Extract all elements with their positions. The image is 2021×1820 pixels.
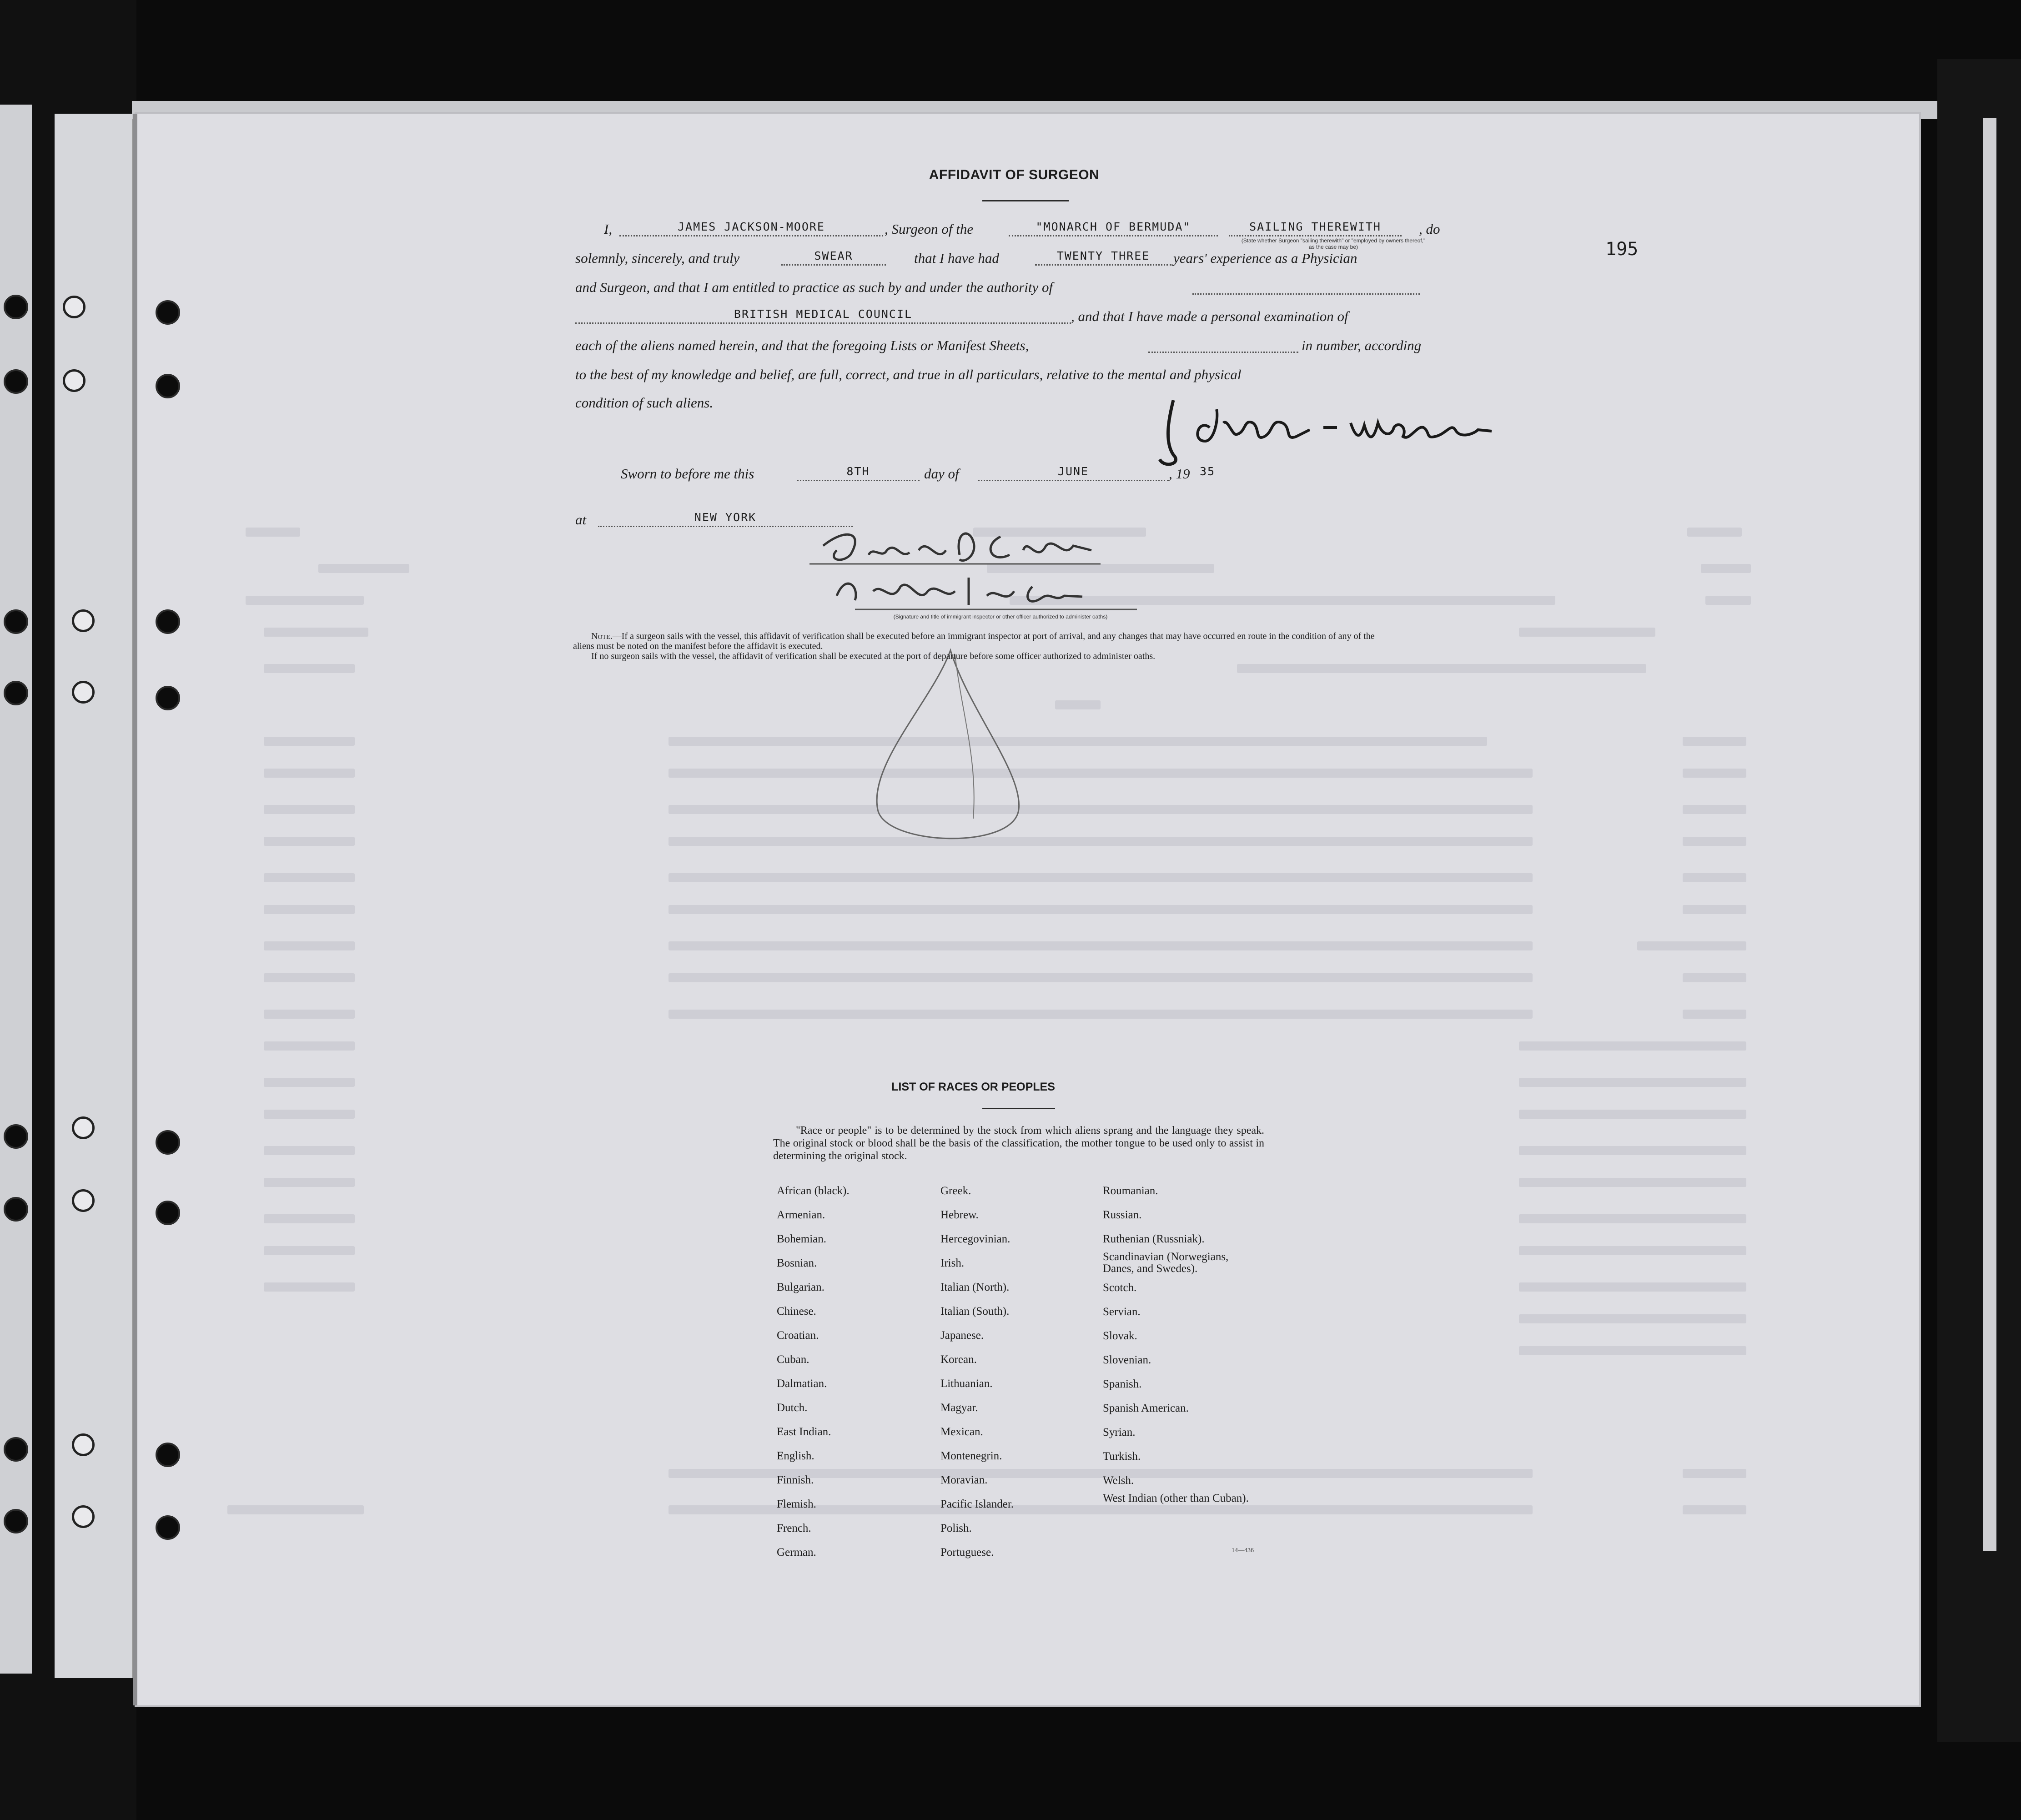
years-experience-field: TWENTY THREE bbox=[1035, 249, 1171, 266]
punch-hole-icon bbox=[63, 296, 85, 318]
oath-type-field: SWEAR bbox=[781, 249, 886, 266]
race-item: Servian. bbox=[1103, 1306, 1141, 1318]
affidavit-line-1a: I, bbox=[604, 221, 613, 237]
punch-hole-icon bbox=[156, 374, 180, 398]
race-item: Mexican. bbox=[940, 1426, 983, 1438]
race-item: French. bbox=[777, 1522, 811, 1534]
affidavit-line-7: condition of such aliens. bbox=[575, 395, 714, 411]
authority-field: BRITISH MEDICAL COUNCIL bbox=[575, 307, 1071, 324]
punch-hole-icon bbox=[4, 1509, 28, 1533]
affidavit-line-6: to the best of my knowledge and belief, are full, correct, and true in all particulars, relative to the mental and physical bbox=[575, 367, 1242, 382]
race-item: Bulgarian. bbox=[777, 1281, 824, 1293]
authority-blank-field bbox=[1192, 278, 1420, 295]
page-number: 195 bbox=[1605, 239, 1639, 260]
race-item: Korean. bbox=[940, 1353, 977, 1366]
race-item: Slovak. bbox=[1103, 1330, 1137, 1342]
punch-hole-icon bbox=[156, 300, 180, 325]
race-item: Slovenian. bbox=[1103, 1354, 1151, 1366]
affidavit-line-2a: solemnly, sincerely, and truly bbox=[575, 250, 740, 266]
race-item: Portuguese. bbox=[940, 1546, 994, 1559]
affidavit-line-4: , and that I have made a personal examination of bbox=[1071, 308, 1348, 324]
race-item: Chinese. bbox=[777, 1305, 816, 1317]
punch-hole-icon bbox=[4, 1197, 28, 1222]
race-item: Japanese. bbox=[940, 1329, 984, 1342]
race-item: Italian (North). bbox=[940, 1281, 1010, 1293]
race-item: Scandinavian (Norwegians, Danes, and Swedes). bbox=[1103, 1251, 1229, 1275]
affidavit-line-1c: , do bbox=[1419, 221, 1440, 237]
sworn-day-of: day of bbox=[924, 466, 959, 482]
race-item: Spanish. bbox=[1103, 1378, 1142, 1390]
scan-background-right bbox=[1937, 59, 2021, 1742]
sailing-status-field: SAILING THEREWITH bbox=[1229, 220, 1402, 236]
race-item: Flemish. bbox=[777, 1498, 816, 1510]
affidavit-line-1b: , Surgeon of the bbox=[885, 221, 974, 237]
race-item: Bosnian. bbox=[777, 1257, 817, 1269]
note-paragraph-2: If no surgeon sails with the vessel, the affidavit of verification shall be executed at the port of departure before some officer authorized to administer oaths. bbox=[591, 651, 1156, 661]
affidavit-title: AFFIDAVIT OF SURGEON bbox=[929, 167, 1100, 182]
race-item: Moravian. bbox=[940, 1474, 988, 1486]
pencil-drop-mark bbox=[864, 646, 1037, 855]
race-item: Irish. bbox=[940, 1257, 965, 1269]
punch-hole-icon bbox=[72, 609, 95, 632]
race-item: Ruthenian (Russniak). bbox=[1103, 1233, 1205, 1245]
race-item: German. bbox=[777, 1546, 816, 1559]
affidavit-line-5b: in number, according bbox=[1302, 337, 1422, 353]
note-label: Note. bbox=[591, 631, 613, 641]
punch-hole-icon bbox=[4, 295, 28, 319]
affidavit-note bbox=[573, 631, 1383, 661]
race-item: African (black). bbox=[777, 1185, 850, 1197]
sworn-year-field: 35 bbox=[1199, 465, 1216, 478]
sworn-month-field: JUNE bbox=[978, 464, 1169, 481]
underlying-sheet-middle bbox=[55, 114, 135, 1678]
sworn-at: at bbox=[575, 512, 587, 528]
surgeon-signature bbox=[1155, 391, 1519, 473]
race-item: Dutch. bbox=[777, 1402, 808, 1414]
punch-hole-icon bbox=[4, 609, 28, 634]
title-rule bbox=[982, 200, 1069, 201]
races-column-1 bbox=[777, 1179, 850, 1564]
race-item: Finnish. bbox=[777, 1474, 814, 1486]
vessel-name-field: "MONARCH OF BERMUDA" bbox=[1009, 220, 1218, 236]
race-item: Roumanian. bbox=[1103, 1185, 1158, 1197]
race-item: Italian (South). bbox=[940, 1305, 1010, 1317]
race-item: Hebrew. bbox=[940, 1209, 979, 1221]
races-column-2 bbox=[940, 1179, 1014, 1564]
race-item: Syrian. bbox=[1103, 1426, 1136, 1438]
form-number: 14—436 bbox=[1232, 1547, 1254, 1554]
race-item: Bohemian. bbox=[777, 1233, 827, 1245]
race-item: Cuban. bbox=[777, 1353, 809, 1366]
races-intro: "Race or people" is to be determined by the stock from which aliens sprang and the language they speak. The original stock or blood shall be the basis of the classification, the mother tongue to be used only to assist in determining the original stock. bbox=[773, 1125, 1264, 1162]
punch-hole-icon bbox=[72, 1433, 95, 1456]
surgeon-name-field: JAMES JACKSON-MOORE bbox=[619, 220, 883, 236]
race-item: Welsh. bbox=[1103, 1474, 1134, 1487]
race-item: Croatian. bbox=[777, 1329, 819, 1342]
punch-hole-icon bbox=[72, 1505, 95, 1528]
sworn-place-field: NEW YORK bbox=[598, 510, 853, 527]
affidavit-line-3: and Surgeon, and that I am entitled to practice as such by and under the authority of bbox=[575, 279, 1053, 295]
race-item: Hercegovinian. bbox=[940, 1233, 1010, 1245]
race-item: Polish. bbox=[940, 1522, 972, 1534]
race-item: Russian. bbox=[1103, 1209, 1142, 1221]
sailing-status-hint: (State whether Surgeon "sailing therewith" or "employed by owners thereof," as the case may be) bbox=[1241, 237, 1426, 250]
sworn-day-field: 8TH bbox=[797, 464, 920, 481]
race-item: Spanish American. bbox=[1103, 1402, 1189, 1414]
punch-hole-icon bbox=[72, 1189, 95, 1212]
punch-hole-icon bbox=[72, 681, 95, 704]
race-item: Turkish. bbox=[1103, 1450, 1141, 1463]
underlying-sheet-right-edge bbox=[1983, 118, 1996, 1551]
sworn-year-prefix: , 19 bbox=[1169, 466, 1190, 482]
punch-hole-icon bbox=[4, 681, 28, 705]
sworn-prefix: Sworn to before me this bbox=[621, 466, 754, 482]
race-item: East Indian. bbox=[777, 1426, 831, 1438]
punch-hole-icon bbox=[4, 1437, 28, 1462]
race-item: English. bbox=[777, 1450, 814, 1462]
race-item: Greek. bbox=[940, 1185, 971, 1197]
race-item: Magyar. bbox=[940, 1402, 978, 1414]
punch-hole-icon bbox=[4, 369, 28, 394]
inspector-signature-caption: (Signature and title of immigrant inspector or other officer authorized to administer oaths) bbox=[893, 613, 1108, 620]
race-item: Armenian. bbox=[777, 1209, 825, 1221]
race-item: Pacific Islander. bbox=[940, 1498, 1014, 1510]
affidavit-line-2c: years' experience as a Physician bbox=[1173, 250, 1357, 266]
race-item: Lithuanian. bbox=[940, 1378, 993, 1390]
affidavit-line-5a: each of the aliens named herein, and that the foregoing Lists or Manifest Sheets, bbox=[575, 337, 1029, 353]
race-item: Montenegrin. bbox=[940, 1450, 1002, 1462]
races-column-3 bbox=[1103, 1179, 1257, 1505]
races-title: LIST OF RACES OR PEOPLES bbox=[891, 1081, 1055, 1093]
races-title-rule bbox=[982, 1108, 1055, 1109]
race-item: West Indian (other than Cuban). bbox=[1103, 1492, 1249, 1504]
manifest-sheets-count-field bbox=[1148, 336, 1298, 353]
punch-hole-icon bbox=[72, 1116, 95, 1139]
race-item: Dalmatian. bbox=[777, 1378, 827, 1390]
race-item: Scotch. bbox=[1103, 1282, 1137, 1294]
page-binding-edge bbox=[133, 114, 137, 1705]
punch-hole-icon bbox=[63, 369, 85, 392]
affidavit-line-2b: that I have had bbox=[914, 250, 999, 266]
note-paragraph-1: —If a surgeon sails with the vessel, this affidavit of verification shall be executed before an immigrant inspector at port of arrival, and any changes that may have occurred en route in the condition of any of the aliens must be noted on the manifest before the affidavit is executed. bbox=[573, 631, 1375, 651]
punch-hole-icon bbox=[4, 1124, 28, 1149]
